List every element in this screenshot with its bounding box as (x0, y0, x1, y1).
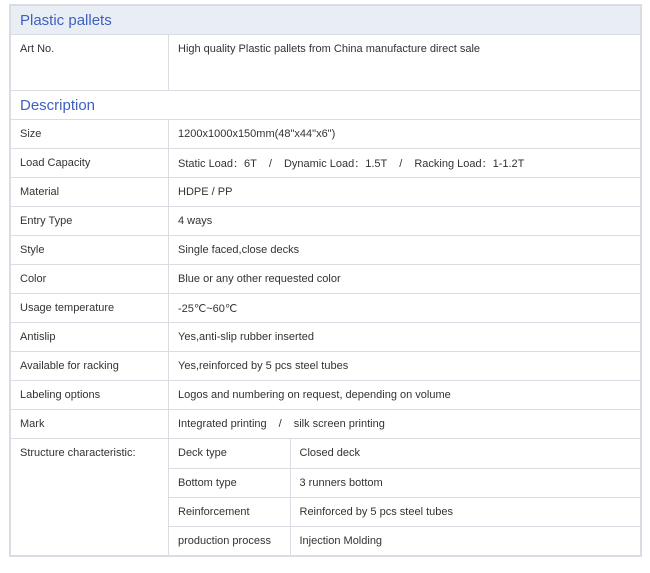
row-label: Size (11, 120, 169, 149)
structure-item-label: Reinforcement (169, 497, 290, 526)
spec-table (10, 5, 641, 556)
art-no-row (11, 35, 641, 91)
row-label: Mark (11, 410, 169, 439)
mark-value (169, 410, 641, 439)
structure-item (169, 439, 640, 468)
static-load: Static Load：6T (178, 158, 257, 170)
table-row (11, 207, 641, 236)
structure-label: Structure characteristic: (11, 439, 169, 556)
row-value: 1200x1000x150mm(48"x44"x6") (169, 120, 641, 149)
row-value: HDPE / PP (169, 178, 641, 207)
product-title: Plastic pallets (11, 6, 641, 35)
row-value: -25℃~60℃ (169, 294, 641, 323)
structure-item-value: Injection Molding (299, 534, 383, 547)
table-row (11, 149, 641, 178)
structure-item-label: Bottom type (169, 468, 290, 497)
racking-load: Racking Load：1-1.2T (414, 158, 525, 170)
structure-item (169, 468, 640, 497)
row-label: Antislip (11, 323, 169, 352)
row-value: Blue or any other requested color (169, 265, 641, 294)
structure-item (169, 497, 640, 526)
table-row (11, 265, 641, 294)
table-row (11, 120, 641, 149)
table-row (11, 323, 641, 352)
table-row (11, 381, 641, 410)
row-value: 4 ways (169, 207, 641, 236)
mark-b: silk screen printing (293, 418, 385, 430)
separator: / (399, 158, 403, 170)
structure-table (169, 439, 640, 555)
dynamic-load: Dynamic Load：1.5T (283, 158, 388, 170)
row-value: Yes,anti-slip rubber inserted (169, 323, 641, 352)
description-row (11, 91, 641, 120)
row-value: Logos and numbering on request, depending on volume (169, 381, 641, 410)
table-row (11, 236, 641, 265)
mark-a: Integrated printing (178, 418, 267, 430)
load-capacity-value (169, 149, 641, 178)
structure-item (169, 526, 640, 555)
row-label: Load Capacity (11, 149, 169, 178)
row-label: Style (11, 236, 169, 265)
table-row (11, 352, 641, 381)
row-label: Color (11, 265, 169, 294)
table-row (11, 410, 641, 439)
art-no-value: High quality Plastic pallets from China manufacture direct sale (169, 35, 641, 91)
structure-item-value: Closed deck (290, 439, 640, 468)
row-value: Single faced,close decks (169, 236, 641, 265)
row-value: Yes,reinforced by 5 pcs steel tubes (169, 352, 641, 381)
row-label: Entry Type (11, 207, 169, 236)
spec-sheet (9, 4, 642, 557)
row-label: Labeling options (11, 381, 169, 410)
separator: / (278, 418, 282, 430)
structure-item-value: 3 runners bottom (290, 468, 640, 497)
structure-cell (169, 439, 641, 556)
table-row (11, 294, 641, 323)
structure-item-value: Reinforced by 5 pcs steel tubes (290, 497, 640, 526)
row-label: Material (11, 178, 169, 207)
table-row (11, 178, 641, 207)
art-no-label: Art No. (11, 35, 169, 91)
description-heading: Description (11, 91, 641, 120)
structure-item-label: Deck type (169, 439, 290, 468)
title-row (11, 6, 641, 35)
separator: / (268, 158, 272, 170)
structure-item-label: production process (169, 526, 290, 555)
structure-row (11, 439, 641, 556)
row-label: Available for racking (11, 352, 169, 381)
row-label: Usage temperature (11, 294, 169, 323)
